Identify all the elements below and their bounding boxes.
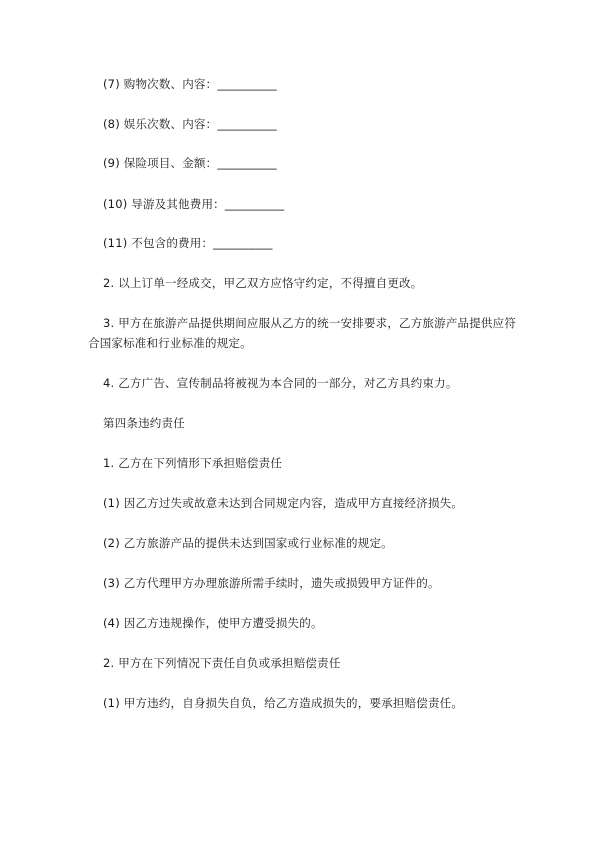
sub-1-item-3: (3) 乙方代理甲方办理旅游所需手续时，遗失或损毁甲方证件的。 bbox=[103, 576, 440, 590]
sub-1-item-1: (1) 因乙方过失或故意未达到合同规定内容，造成甲方直接经济损失。 bbox=[103, 496, 464, 510]
clause-4-advertising: 4. 乙方广告、宣传制品将被视为本合同的一部分，对乙方具约束力。 bbox=[103, 376, 458, 390]
sub-1-item-2: (2) 乙方旅游产品的提供未达到国家或行业标准的规定。 bbox=[103, 536, 393, 550]
sub-2-party-a-liability: 2. 甲方在下列情况下责任自负或承担赔偿责任 bbox=[103, 656, 341, 670]
item-guide-fees: (10) 导游及其他费用：__________ bbox=[103, 197, 285, 211]
clause-3-line1: 3. 甲方在旅游产品提供期间应服从乙方的统一安排要求，乙方旅游产品提供应符 bbox=[103, 316, 517, 330]
sub-2-item-1: (1) 甲方违约，自身损失自负，给乙方造成损失的，要承担赔偿责任。 bbox=[103, 696, 464, 710]
section-heading-liability: 第四条违约责任 bbox=[103, 416, 185, 430]
clause-2-order-binding: 2. 以上订单一经成交，甲乙双方应恪守约定，不得擅自更改。 bbox=[103, 276, 423, 290]
item-shopping: (7) 购物次数、内容：__________ bbox=[103, 77, 277, 91]
sub-1-item-4: (4) 因乙方违规操作，使甲方遭受损失的。 bbox=[103, 616, 323, 630]
sub-1-party-b-liability: 1. 乙方在下列情形下承担赔偿责任 bbox=[103, 456, 283, 470]
clause-3-line2: 合国家标准和行业标准的规定。 bbox=[88, 336, 252, 350]
item-insurance: (9) 保险项目、金额：__________ bbox=[103, 156, 277, 170]
item-excluded-fees: (11) 不包含的费用：__________ bbox=[103, 236, 273, 250]
item-entertainment: (8) 娱乐次数、内容：__________ bbox=[103, 117, 277, 131]
